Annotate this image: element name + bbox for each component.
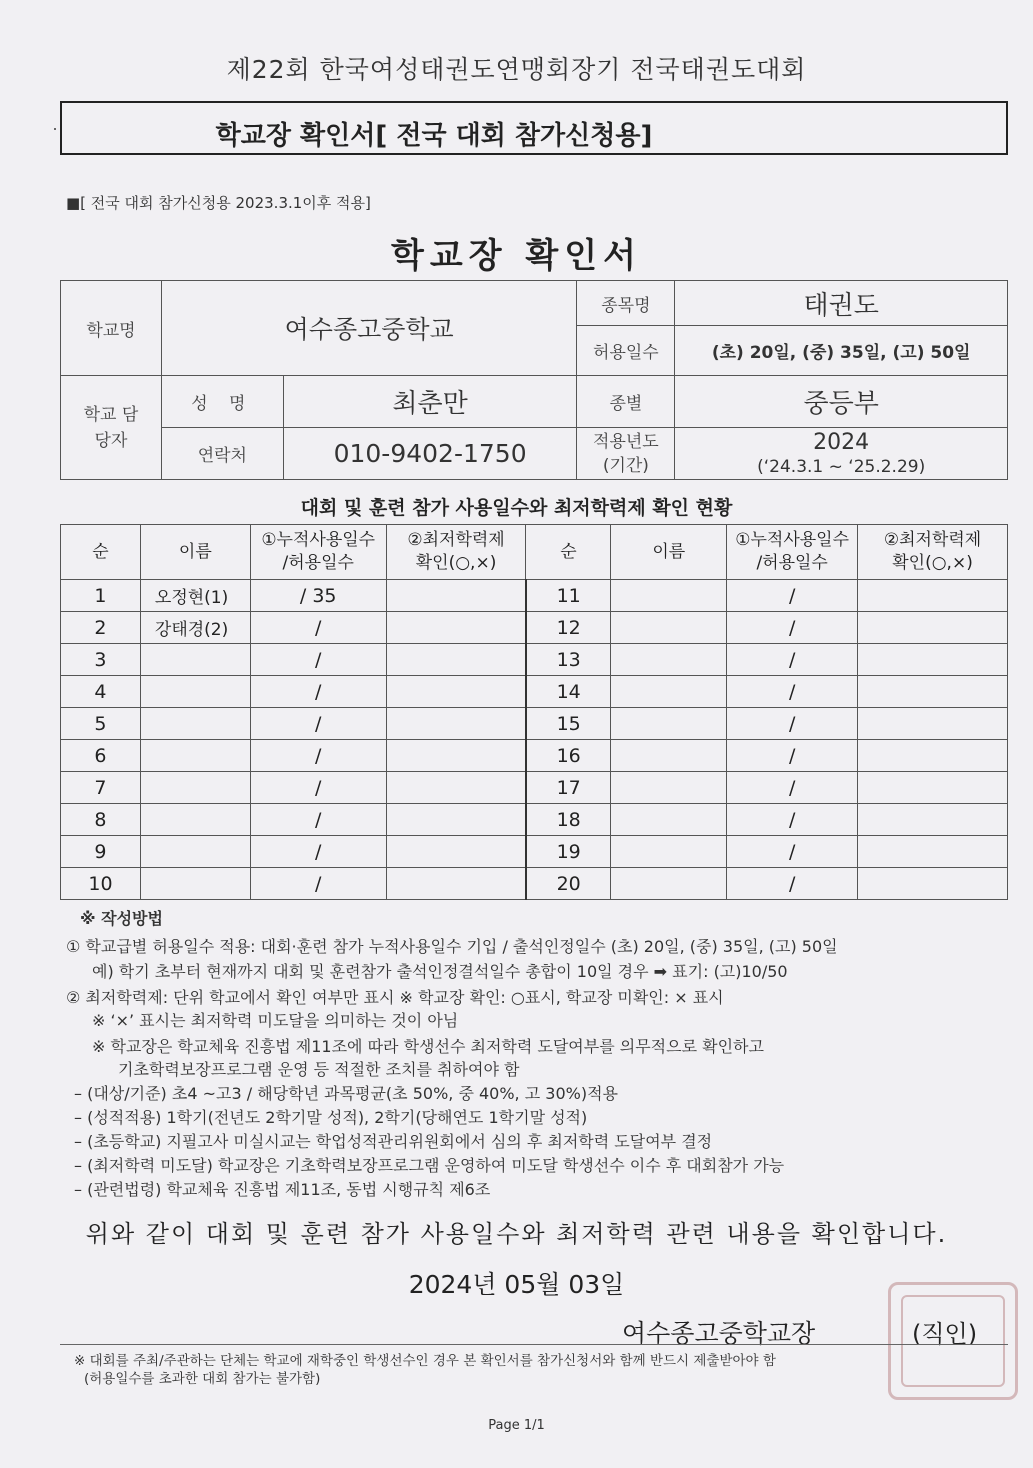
phone-value: 010-9402-1750: [283, 428, 577, 480]
table-row: [61, 804, 1008, 836]
row-name: [140, 836, 250, 868]
row-no-right: 11: [526, 580, 611, 612]
row-no-right: 14: [526, 676, 611, 708]
row-days-right: /: [727, 740, 858, 772]
row-name-right: [611, 580, 727, 612]
table-row: [61, 772, 1008, 804]
school-name-value: 여수종고중학교: [161, 281, 577, 376]
row-days-right: /: [727, 580, 858, 612]
guide-heading: ※ 작성방법: [80, 909, 163, 928]
footer-note: [74, 1352, 776, 1388]
allowed-days-label: 허용일수: [577, 326, 675, 376]
row-days: /: [250, 772, 386, 804]
row-days-right: /: [727, 676, 858, 708]
row-days: /: [250, 708, 386, 740]
table-row: [61, 708, 1008, 740]
row-min-check-right: [858, 772, 1008, 804]
row-min-check: [386, 580, 526, 612]
school-info-table: [60, 280, 1008, 480]
row-name: 강태경(2): [140, 612, 250, 644]
guide-line-8: – (성적적용) 1학기(전년도 2학기말 성적), 2학기(당해연도 1학기말 성적): [74, 1108, 588, 1127]
row-min-check: [386, 772, 526, 804]
row-days: /: [250, 676, 386, 708]
row-days-right: /: [727, 644, 858, 676]
row-no: 6: [61, 740, 141, 772]
guide-line-11: – (관련법령) 학교체육 진흥법 제11조, 동법 시행규칙 제6조: [74, 1180, 491, 1199]
footer-note-line-2: (허용일수를 초과한 대회 참가는 불가함): [84, 1371, 321, 1387]
row-min-check: [386, 708, 526, 740]
row-days: /: [250, 644, 386, 676]
usage-heading: 대회 및 훈련 참가 사용일수와 최저학력제 확인 현황: [300, 497, 733, 519]
col-header-min-right: ②최저학력제 확인(○,×): [858, 525, 1008, 580]
row-name-right: [611, 804, 727, 836]
table-row: [61, 868, 1008, 900]
row-days: / 35: [250, 580, 386, 612]
year-cell: [675, 428, 1008, 480]
school-name-label: 학교명: [61, 281, 162, 376]
guide-line-2: 예) 학기 초부터 현재까지 대회 및 훈련참가 출석인정결석일수 총합이 10일 경우 ➡ 표기: (고)10/50: [92, 962, 788, 981]
row-no-right: 16: [526, 740, 611, 772]
row-days: /: [250, 836, 386, 868]
row-min-check: [386, 804, 526, 836]
row-min-check-right: [858, 676, 1008, 708]
table-row: [61, 644, 1008, 676]
margin-dot: [54, 128, 56, 130]
row-days: /: [250, 740, 386, 772]
category-label: 종별: [577, 376, 675, 428]
row-no: 3: [61, 644, 141, 676]
row-no-right: 18: [526, 804, 611, 836]
event-value: 태권도: [675, 281, 1008, 326]
row-no: 4: [61, 676, 141, 708]
row-min-check: [386, 740, 526, 772]
header-box: [60, 101, 1008, 155]
principal-name: 여수종고중학교장: [622, 1319, 816, 1348]
category-value: 중등부: [675, 376, 1008, 428]
row-name-right: [611, 612, 727, 644]
row-no: 2: [61, 612, 141, 644]
row-name: [140, 868, 250, 900]
row-no-right: 13: [526, 644, 611, 676]
year-period: (‘24.3.1 ~ ‘25.2.29): [757, 456, 926, 477]
row-name: [140, 804, 250, 836]
applied-note: ■[ 전국 대회 참가신청용 2023.3.1이후 적용]: [66, 194, 371, 212]
event-label: 종목명: [577, 281, 675, 326]
issue-date: 2024년 05월 03일: [408, 1270, 625, 1299]
event-title: 제22회 한국여성태권도연맹회장기 전국태권도대회: [226, 55, 807, 84]
col-header-no-right: 순: [526, 525, 611, 580]
row-days-right: /: [727, 772, 858, 804]
row-name-right: [611, 836, 727, 868]
row-no: 5: [61, 708, 141, 740]
table-row: [61, 836, 1008, 868]
row-min-check: [386, 676, 526, 708]
row-name-right: [611, 644, 727, 676]
row-name: [140, 772, 250, 804]
guide-line-9: – (초등학교) 지필고사 미실시교는 학업성적관리위원회에서 심의 후 최저학력 도달여부 결정: [74, 1132, 713, 1151]
col-header-name: 이름: [140, 525, 250, 580]
row-name-right: [611, 740, 727, 772]
header-title: 학교장 확인서[ 전국 대회 참가신청용]: [215, 121, 653, 151]
table-row: [61, 612, 1008, 644]
confirmation-statement: 위와 같이 대회 및 훈련 참가 사용일수와 최저학력 관련 내용을 확인합니다.: [85, 1220, 948, 1248]
row-days-right: /: [727, 804, 858, 836]
row-min-check-right: [858, 740, 1008, 772]
row-name: [140, 644, 250, 676]
row-no: 7: [61, 772, 141, 804]
row-min-check-right: [858, 580, 1008, 612]
row-no: 1: [61, 580, 141, 612]
row-min-check-right: [858, 644, 1008, 676]
row-name: [140, 676, 250, 708]
row-no-right: 17: [526, 772, 611, 804]
row-days-right: /: [727, 612, 858, 644]
row-min-check-right: [858, 708, 1008, 740]
row-name-right: [611, 868, 727, 900]
row-no: 9: [61, 836, 141, 868]
row-days-right: /: [727, 868, 858, 900]
col-header-no: 순: [61, 525, 141, 580]
row-name-right: [611, 772, 727, 804]
year-value: 2024: [813, 429, 870, 455]
row-min-check: [386, 644, 526, 676]
seal-mark: (직인): [912, 1320, 978, 1348]
row-min-check-right: [858, 612, 1008, 644]
row-min-check-right: [858, 804, 1008, 836]
guide-line-3: ② 최저학력제: 단위 학교에서 확인 여부만 표시 ※ 학교장 확인: ○표시, 학교장 미확인: × 표시: [66, 988, 724, 1007]
row-name-right: [611, 676, 727, 708]
row-name: 오정현(1): [140, 580, 250, 612]
guide-line-6: 기초학력보장프로그램 운영 등 적절한 조치를 취하여야 함: [118, 1060, 520, 1079]
row-min-check: [386, 868, 526, 900]
roster-table: [60, 524, 1008, 900]
row-days: /: [250, 612, 386, 644]
row-name: [140, 708, 250, 740]
name-label: 성 명: [161, 376, 283, 428]
row-no: 8: [61, 804, 141, 836]
row-days-right: /: [727, 836, 858, 868]
row-name: [140, 740, 250, 772]
guide-line-1: ① 학교급별 허용일수 적용: 대회·훈련 참가 누적사용일수 기입 / 출석인정일수 (초) 20일, (중) 35일, (고) 50일: [66, 937, 838, 956]
col-header-days-right: ①누적사용일수 /허용일수: [727, 525, 858, 580]
guide-line-5: ※ 학교장은 학교체육 진흥법 제11조에 따라 학생선수 최저학력 도달여부를 의무적으로 확인하고: [92, 1037, 764, 1056]
row-min-check-right: [858, 868, 1008, 900]
table-row: [61, 740, 1008, 772]
row-no-right: 12: [526, 612, 611, 644]
row-no-right: 19: [526, 836, 611, 868]
guide-line-10: – (최저학력 미도달) 학교장은 기초학력보장프로그램 운영하여 미도달 학생선수 이수 후 대회참가 가능: [74, 1156, 785, 1175]
row-no: 10: [61, 868, 141, 900]
table-row: [61, 676, 1008, 708]
phone-label: 연락처: [161, 428, 283, 480]
table-row: [61, 580, 1008, 612]
col-header-name-right: 이름: [611, 525, 727, 580]
row-no-right: 15: [526, 708, 611, 740]
contact-person-label: 학교 담당자: [61, 376, 162, 480]
col-header-min: ②최저학력제 확인(○,×): [386, 525, 526, 580]
guide-line-7: – (대상/기준) 초4 ~고3 / 해당학년 과목평균(초 50%, 중 40%, 고 30%)적용: [74, 1084, 618, 1103]
row-days: /: [250, 868, 386, 900]
row-days-right: /: [727, 708, 858, 740]
row-days: /: [250, 804, 386, 836]
row-name-right: [611, 708, 727, 740]
document-title: 학교장 확인서: [391, 236, 642, 276]
footer-note-line-1: ※ 대회를 주최/주관하는 단체는 학교에 재학중인 학생선수인 경우 본 확인서를 참가신청서와 함께 반드시 제출받아야 함: [74, 1353, 776, 1369]
row-min-check-right: [858, 836, 1008, 868]
allowed-days-value: (초) 20일, (중) 35일, (고) 50일: [675, 326, 1008, 376]
col-header-days: ①누적사용일수 /허용일수: [250, 525, 386, 580]
name-value: 최춘만: [283, 376, 577, 428]
year-label: 적용년도 (기간): [577, 428, 675, 480]
guide-line-4: ※ ‘×’ 표시는 최저학력 미도달을 의미하는 것이 아님: [92, 1011, 459, 1030]
page-number: Page 1/1: [488, 1418, 545, 1433]
row-no-right: 20: [526, 868, 611, 900]
footer-divider: [60, 1344, 1008, 1345]
row-min-check: [386, 836, 526, 868]
row-min-check: [386, 612, 526, 644]
